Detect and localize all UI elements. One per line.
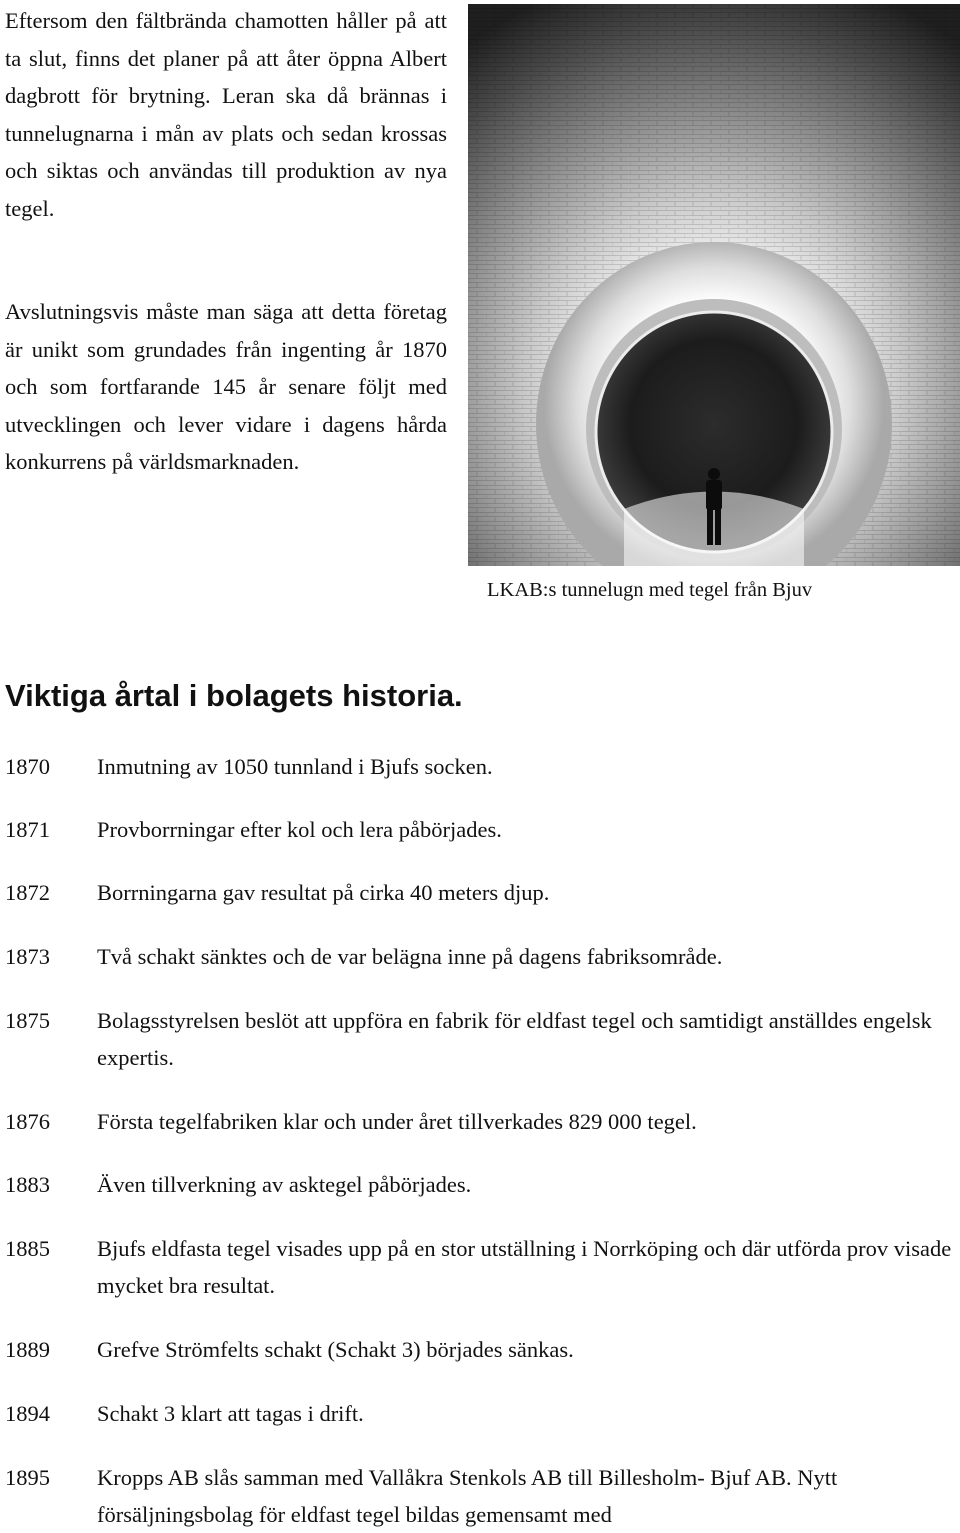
entry-year: 1871 xyxy=(5,817,50,842)
entry-text: Första tegelfabriken klar och under året tillverkades 829 000 tegel. xyxy=(97,1109,697,1134)
entry-text: Kropps AB slås samman med Vallåkra Stenkols AB till Billesholm- Bjuf AB. Nytt försäljningsbolag för eldfast tegel bildas gemensamt med xyxy=(97,1465,838,1527)
entry-year: 1883 xyxy=(5,1172,50,1197)
entry-year: 1885 xyxy=(5,1236,50,1261)
entry-text: Inmutning av 1050 tunnland i Bjufs socken. xyxy=(97,754,493,779)
intro-paragraph-1: Eftersom den fältbrända chamotten håller på att ta slut, finns det planer på att åter öppna Albert dagbrott för brytning. Leran ska då brännas i tunnelugnarna i mån av plats och sedan krossas och siktas och användas till produktion av nya tegel. xyxy=(5,8,447,221)
entry-text: Bjufs eldfasta tegel visades upp på en stor utställning i Norrköping och där utförda prov visade mycket bra resultat. xyxy=(97,1236,952,1298)
photo-caption: LKAB:s tunnelugn med tegel från Bjuv xyxy=(487,579,813,601)
tunnel-kiln-photo xyxy=(468,4,960,566)
entry-year: 1873 xyxy=(5,944,50,969)
entry-text: Provborrningar efter kol och lera påbörjades. xyxy=(97,817,502,842)
entry-text: Bolagsstyrelsen beslöt att uppföra en fabrik för eldfast tegel och samtidigt anställdes engelsk expertis. xyxy=(97,1008,932,1070)
entry-year: 1894 xyxy=(5,1401,50,1426)
entry-text: Två schakt sänktes och de var belägna inne på dagens fabriksområde. xyxy=(97,944,723,969)
entry-year: 1889 xyxy=(5,1337,50,1362)
entry-year: 1875 xyxy=(5,1008,50,1033)
entry-text: Grefve Strömfelts schakt (Schakt 3) börjades sänkas. xyxy=(97,1337,574,1362)
entry-year: 1876 xyxy=(5,1109,50,1134)
entry-text: Borrningarna gav resultat på cirka 40 meters djup. xyxy=(97,880,550,905)
entry-year: 1895 xyxy=(5,1465,50,1490)
entry-text: Även tillverkning av asktegel påbörjades. xyxy=(97,1172,472,1197)
entry-year: 1872 xyxy=(5,880,50,905)
history-heading: Viktiga årtal i bolagets historia. xyxy=(5,678,463,713)
entry-year: 1870 xyxy=(5,754,50,779)
intro-paragraph-2: Avslutningsvis måste man säga att detta företag är unikt som grundades från ingenting år 1870 och som fortfarande 145 år senare följt med utvecklingen och lever vidare i dagens hårda konkurrens på världsmarknaden. xyxy=(5,299,447,474)
entry-text: Schakt 3 klart att tagas i drift. xyxy=(97,1401,364,1426)
